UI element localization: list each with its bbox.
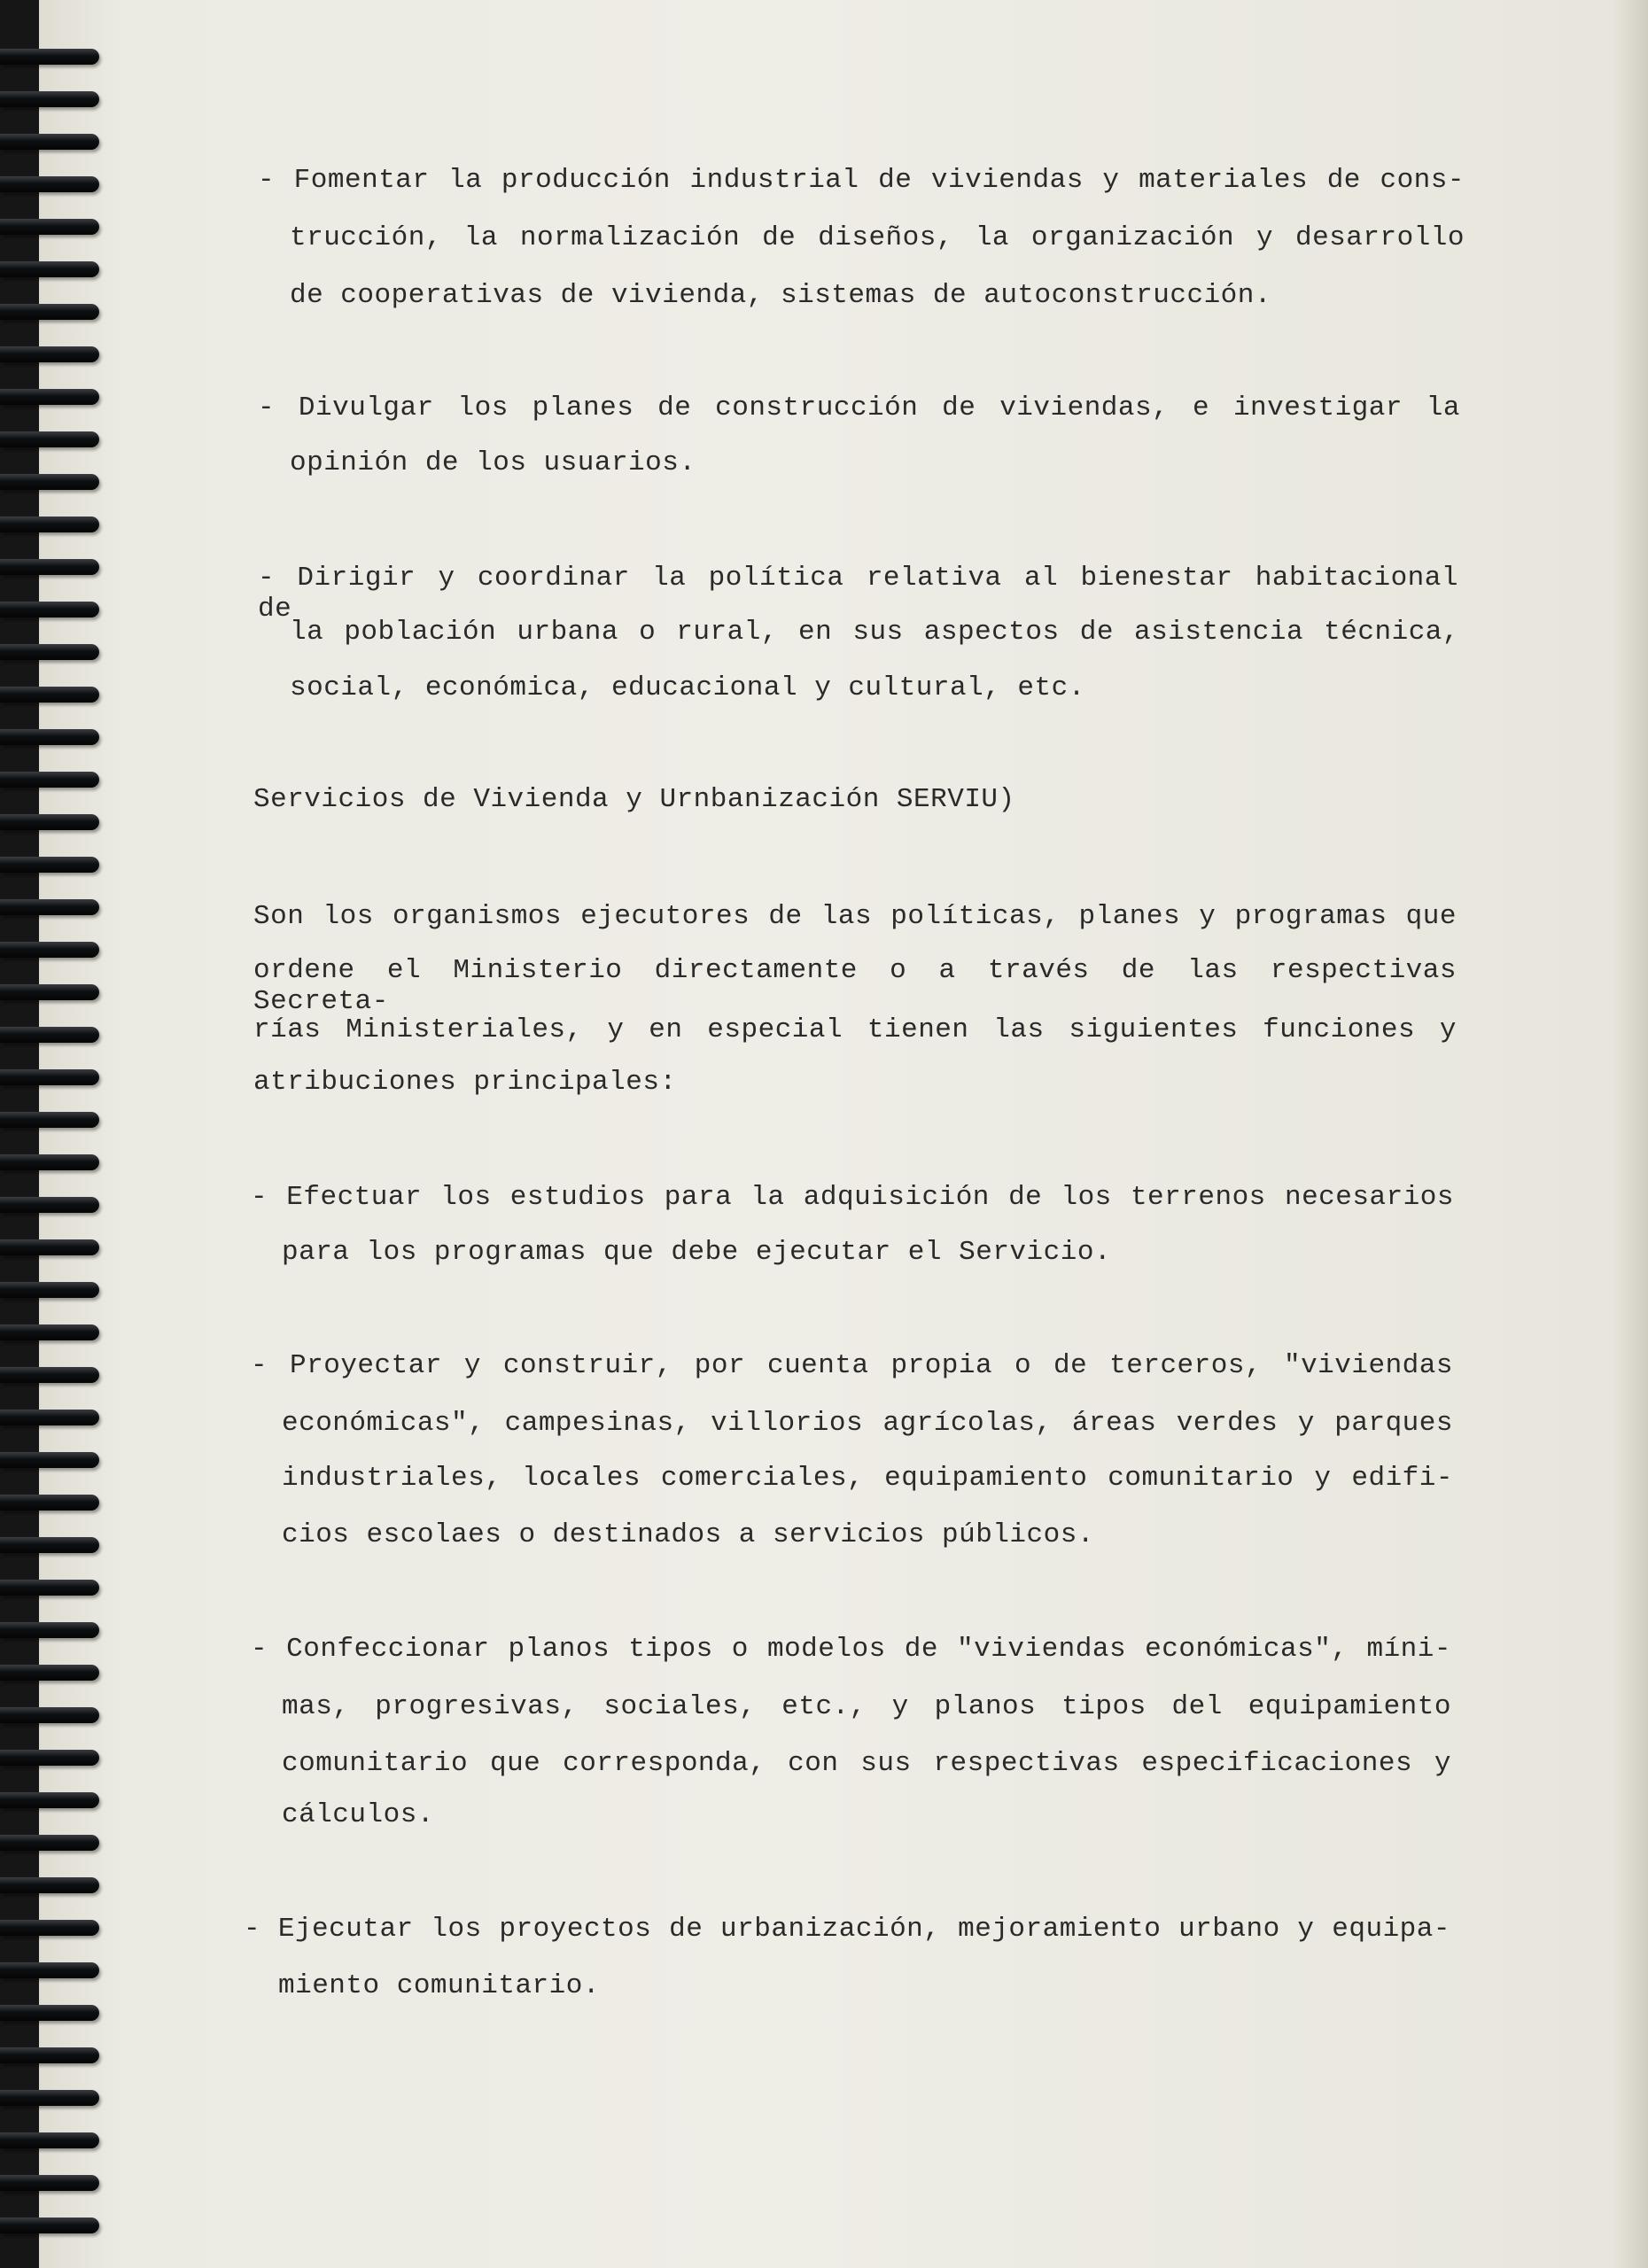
- binding-coil-loop: [0, 1324, 99, 1340]
- binding-coil-loop: [0, 1154, 99, 1170]
- binding-coil-loop: [0, 1750, 99, 1766]
- binding-coil-loop: [0, 772, 99, 788]
- binding-coil-loop: [0, 176, 99, 192]
- text-line: de cooperativas de vivienda, sistemas de autoconstrucción.: [290, 280, 1271, 311]
- binding-coil-loop: [0, 899, 99, 915]
- text-line: cálculos.: [282, 1799, 434, 1830]
- binding-coil-loop: [0, 1367, 99, 1383]
- binding-coil-loop: [0, 984, 99, 1000]
- binding-coil-loop: [0, 1580, 99, 1596]
- binding-coil-loop: [0, 91, 99, 107]
- text-line: - Confeccionar planos tipos o modelos de "viviendas económicas", míni-: [251, 1634, 1451, 1665]
- text-line: - Fomentar la producción industrial de viviendas y materiales de cons-: [258, 165, 1465, 196]
- text-line: trucción, la normalización de diseños, la organización y desarrollo: [290, 222, 1465, 253]
- binding-coil-loop: [0, 602, 99, 617]
- binding-coil-loop: [0, 687, 99, 703]
- binding-coil-loop: [0, 1069, 99, 1085]
- text-line: social, económica, educacional y cultural, etc.: [290, 672, 1085, 703]
- binding-coil-loop: [0, 1452, 99, 1468]
- binding-coil-loop: [0, 261, 99, 277]
- binding-coil-loop: [0, 1112, 99, 1128]
- binding-coil-loop: [0, 1707, 99, 1723]
- binding-coil-loop: [0, 1622, 99, 1638]
- binding-coil-loop: [0, 1537, 99, 1553]
- text-line: - Ejecutar los proyectos de urbanización, mejoramiento urbano y equipa-: [244, 1914, 1450, 1945]
- binding-coil-loop: [0, 134, 99, 150]
- binding-coil-loop: [0, 1877, 99, 1893]
- text-line: - Proyectar y construir, por cuenta propia o de terceros, "viviendas: [251, 1350, 1453, 1381]
- text-line: para los programas que debe ejecutar el Servicio.: [282, 1237, 1112, 1268]
- binding-coil-loop: [0, 2132, 99, 2148]
- binding-coil-loop: [0, 559, 99, 575]
- text-line: miento comunitario.: [278, 1970, 600, 2001]
- text-line: mas, progresivas, sociales, etc., y planos tipos del equipamiento: [282, 1691, 1451, 1722]
- binding-coil-loop: [0, 1920, 99, 1936]
- binding-coil-loop: [0, 2090, 99, 2106]
- binding-coil-loop: [0, 49, 99, 65]
- binding-coil-loop: [0, 304, 99, 320]
- binding-coil-loop: [0, 729, 99, 745]
- binding-coil-loop: [0, 1665, 99, 1681]
- text-line: - Divulgar los planes de construcción de viviendas, e investigar la: [258, 392, 1460, 423]
- text-line: la población urbana o rural, en sus aspectos de asistencia técnica,: [290, 617, 1459, 648]
- text-line: comunitario que corresponda, con sus respectivas especificaciones y: [282, 1748, 1451, 1779]
- binding-coil-loop: [0, 942, 99, 958]
- binding-coil-loop: [0, 517, 99, 532]
- binding-coil-loop: [0, 1792, 99, 1808]
- binding-coil-loop: [0, 857, 99, 873]
- text-line: cios escolaes o destinados a servicios públicos.: [282, 1519, 1094, 1550]
- binding-coil-loop: [0, 219, 99, 235]
- binding-coil-loop: [0, 1239, 99, 1255]
- binding-coil-loop: [0, 1410, 99, 1425]
- binding-coil-loop: [0, 346, 99, 362]
- text-line: ordene el Ministerio directamente o a través de las respectivas Secreta-: [253, 955, 1457, 1017]
- binding-coil-loop: [0, 2218, 99, 2233]
- binding-coil-loop: [0, 1282, 99, 1298]
- section-heading: Servicios de Vivienda y Urnbanización SERVIU): [253, 784, 1015, 815]
- binding-coil-loop: [0, 1027, 99, 1043]
- binding-coil-loop: [0, 2047, 99, 2063]
- text-line: económicas", campesinas, villorios agrícolas, áreas verdes y parques: [282, 1408, 1453, 1439]
- binding-coil-loop: [0, 431, 99, 447]
- binding-coil-loop: [0, 474, 99, 490]
- binding-coil-loop: [0, 1835, 99, 1851]
- text-line: atribuciones principales:: [253, 1067, 677, 1098]
- binding-coil-loop: [0, 389, 99, 405]
- text-line: industriales, locales comerciales, equipamiento comunitario y edifi-: [282, 1463, 1453, 1494]
- binding-coil-loop: [0, 644, 99, 660]
- binding-coil-loop: [0, 1962, 99, 1978]
- binding-coil-loop: [0, 814, 99, 830]
- binding-coil-loop: [0, 2005, 99, 2021]
- text-line: - Efectuar los estudios para la adquisición de los terrenos necesarios: [251, 1182, 1454, 1213]
- text-line: opinión de los usuarios.: [290, 447, 696, 478]
- binding-coil-loop: [0, 2175, 99, 2191]
- binding-coil-loop: [0, 1495, 99, 1511]
- text-line: rías Ministeriales, y en especial tienen las siguientes funciones y: [253, 1014, 1457, 1045]
- binding-coil-loop: [0, 1197, 99, 1213]
- text-line: Son los organismos ejecutores de las políticas, planes y programas que: [253, 901, 1457, 932]
- text-line: - Dirigir y coordinar la política relativa al bienestar habitacional de: [258, 563, 1458, 625]
